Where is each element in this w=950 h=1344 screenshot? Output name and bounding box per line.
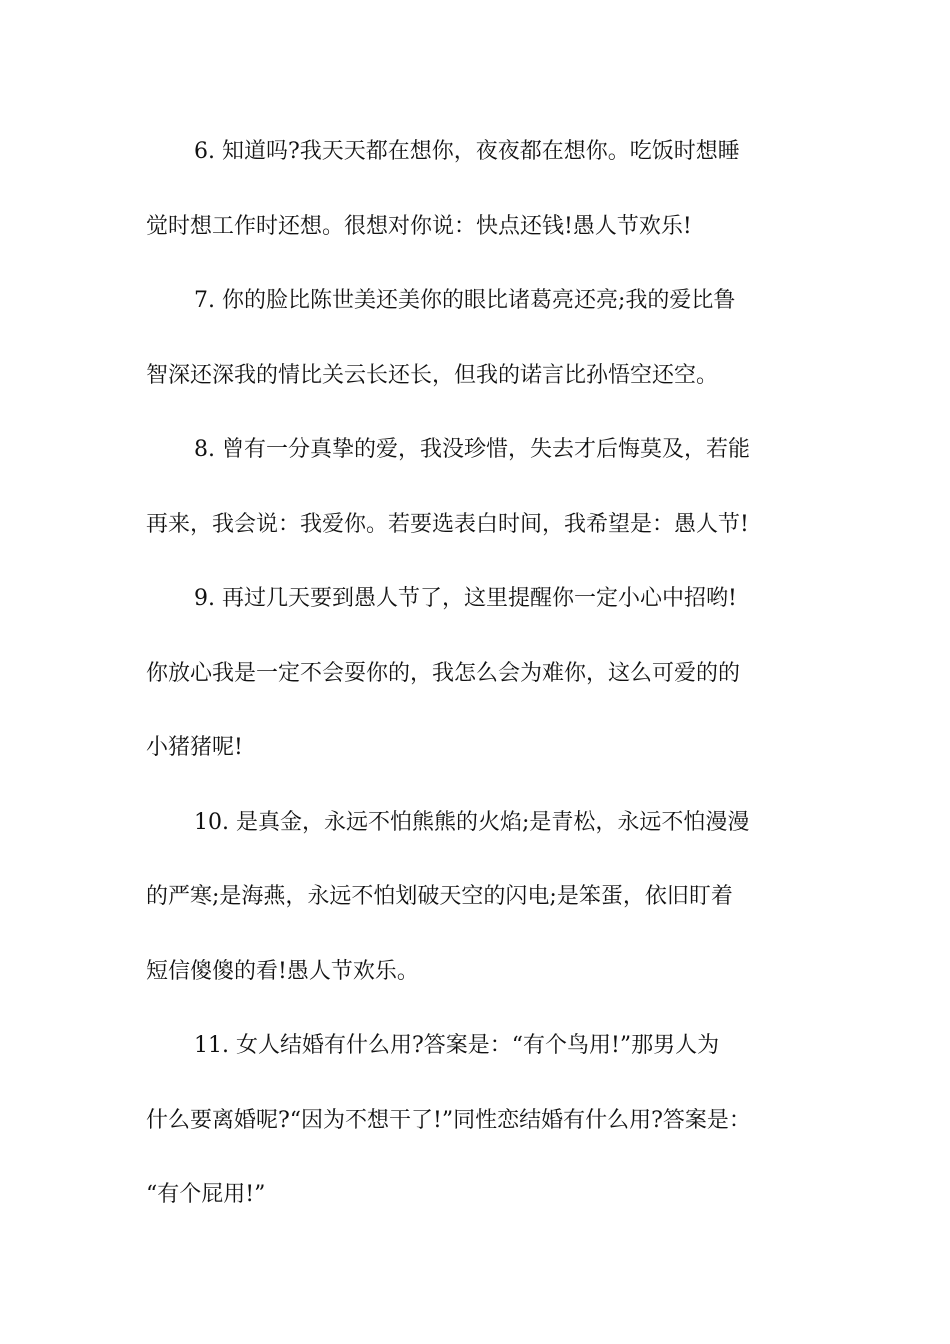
- paragraph-line: 的严寒;是海燕，永远不怕划破天空的闪电;是笨蛋，依旧盯着: [146, 884, 733, 909]
- paragraph-9: [146, 575, 811, 799]
- paragraph-10: [146, 799, 811, 1023]
- paragraph-line: 觉时想工作时还想。很想对你说：快点还钱!愚人节欢乐!: [146, 213, 692, 239]
- paragraph-line: 10. 是真金，永远不怕熊熊的火焰;是青松，永远不怕漫漫: [194, 809, 750, 835]
- paragraph-8: [146, 426, 811, 575]
- paragraph-7: [146, 277, 811, 426]
- paragraph-line: 你放心我是一定不会耍你的，我怎么会为难你，这么可爱的的: [146, 660, 741, 686]
- paragraph-line: 再来，我会说：我爱你。若要选表白时间，我希望是：愚人节!: [146, 511, 749, 537]
- paragraph-6: [146, 128, 811, 277]
- paragraph-line: 短信傻傻的看!愚人节欢乐。: [146, 958, 419, 984]
- document-body: [146, 128, 811, 1246]
- paragraph-11: [146, 1022, 811, 1246]
- paragraph-line: 什么要离婚呢?“因为不想干了!”同性恋结婚有什么用?答案是：: [146, 1107, 751, 1133]
- paragraph-line: 11. 女人结婚有什么用?答案是：“有个鸟用!”那男人为: [194, 1033, 720, 1058]
- paragraph-line: 6. 知道吗?我天天都在想你，夜夜都在想你。吃饭时想睡: [194, 139, 740, 164]
- paragraph-line: 智深还深我的情比关云长还长，但我的诺言比孙悟空还空。: [146, 362, 719, 388]
- paragraph-line: 9. 再过几天要到愚人节了，这里提醒你一定小心中招哟!: [194, 586, 737, 611]
- paragraph-line: 8. 曾有一分真挚的爱，我没珍惜，失去才后悔莫及，若能: [194, 437, 750, 462]
- paragraph-line: 小猪猪呢!: [146, 735, 243, 760]
- paragraph-line: 7. 你的脸比陈世美还美你的眼比诸葛亮还亮;我的爱比鲁: [194, 288, 736, 313]
- paragraph-line: “有个屁用!”: [146, 1182, 266, 1207]
